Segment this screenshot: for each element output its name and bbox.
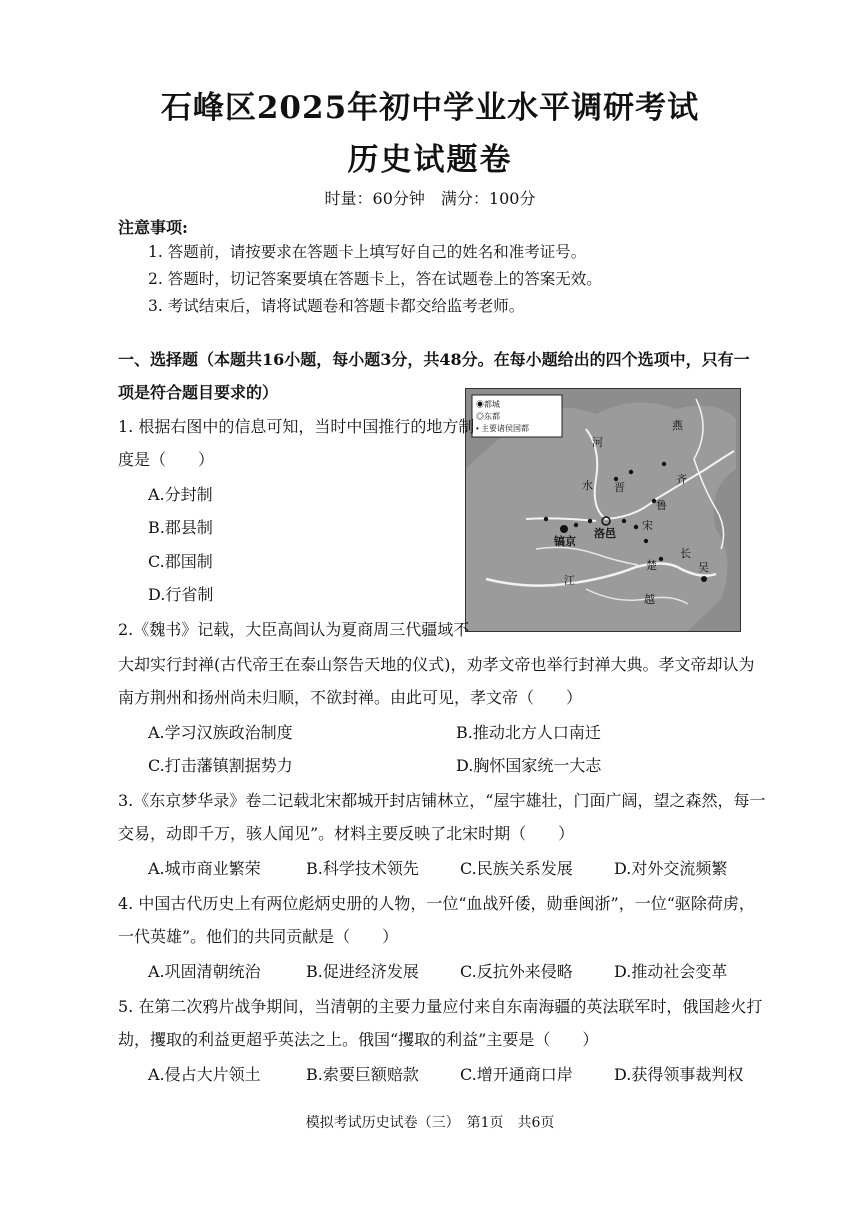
question-stem: 劫，攫取的利益更超乎英法之上。俄国“攫取的利益”主要是（ ） xyxy=(118,1030,599,1049)
answer-option: C.增开通商口岸 xyxy=(460,1065,573,1084)
map-legend-vassal: • 主要诸侯国都 xyxy=(476,424,530,433)
answer-option: B.郡县制 xyxy=(148,518,213,537)
map-label: 楚 xyxy=(646,560,657,572)
section-heading: 一、选择题（本题共16小题，每小题3分，共48分。在每小题给出的四个选项中，只有一 xyxy=(118,350,750,369)
notes-heading: 注意事项: xyxy=(118,218,188,237)
question-stem: 度是（ ） xyxy=(118,450,215,469)
answer-option: A.学习汉族政治制度 xyxy=(148,723,293,742)
vassal-marker xyxy=(659,557,663,561)
note-item: 3. 考试结束后，请将试题卷和答题卡都交给监考老师。 xyxy=(148,297,525,315)
answer-option: B.推动北方人口南迁 xyxy=(456,723,601,742)
vassal-marker xyxy=(662,462,666,466)
exam-title: 石峰区2025年初中学业水平调研考试 xyxy=(160,90,700,126)
time-info: 时量：60分钟 满分：100分 xyxy=(324,189,536,208)
map-legend-capital: ◉都城 xyxy=(476,400,500,409)
vassal-marker xyxy=(574,523,578,527)
map-label: 鲁 xyxy=(656,500,667,512)
answer-option: C.郡国制 xyxy=(148,552,213,571)
map-legend-east-capital: ◎东都 xyxy=(476,412,500,421)
question-stem: 南方荆州和扬州尚未归顺，不欲封禅。由此可见，孝文帝（ ） xyxy=(118,688,583,707)
answer-option: A.巩固清朝统治 xyxy=(148,962,261,981)
vassal-marker xyxy=(544,517,548,521)
western-zhou-map xyxy=(465,388,741,632)
answer-option: D.对外交流频繁 xyxy=(614,859,728,878)
vassal-marker xyxy=(634,525,638,529)
map-label: 水 xyxy=(582,480,593,492)
map-label: 洛邑 xyxy=(594,528,616,540)
answer-option: B.科学技术领先 xyxy=(306,859,419,878)
answer-option: A.城市商业繁荣 xyxy=(148,859,261,878)
question-stem: 4. 中国古代历史上有两位彪炳史册的人物，一位“血战歼倭，勋垂闽浙”，一位“驱除荷虏， xyxy=(118,894,755,913)
answer-option: C.民族关系发展 xyxy=(460,859,573,878)
answer-option: D.胸怀国家统一大志 xyxy=(456,756,602,775)
answer-option: D.推动社会变革 xyxy=(614,962,728,981)
map-label: 江 xyxy=(564,575,575,587)
question-stem: 一代英雄”。他们的共同贡献是（ ） xyxy=(118,927,399,946)
vassal-marker xyxy=(588,519,592,523)
question-stem: 1. 根据右图中的信息可知，当时中国推行的地方制 xyxy=(118,417,475,436)
map-label: 燕 xyxy=(672,420,683,432)
question-stem: 大却实行封禅(古代帝王在泰山祭告天地的仪式)，劝孝文帝也举行封禅大典。孝文帝却认为 xyxy=(118,655,755,674)
answer-option: A.侵占大片领土 xyxy=(148,1065,261,1084)
map-label: 镐京 xyxy=(554,536,576,548)
vassal-marker xyxy=(622,519,626,523)
vassal-marker xyxy=(644,539,648,543)
question-stem: 5. 在第二次鸦片战争期间，当清朝的主要力量应付来自东南海疆的英法联军时，俄国趁火打 xyxy=(118,997,763,1016)
map-label: 长 xyxy=(680,548,691,560)
note-item: 1. 答题前，请按要求在答题卡上填写好自己的姓名和准考证号。 xyxy=(148,243,587,261)
capital-marker xyxy=(560,525,568,533)
vassal-marker xyxy=(629,470,633,474)
vassal-marker xyxy=(701,576,707,582)
question-stem: 交易，动即千万，骇人闻见”。材料主要反映了北宋时期（ ） xyxy=(118,824,575,843)
exam-subtitle: 历史试题卷 xyxy=(347,142,513,178)
question-stem: 3.《东京梦华录》卷二记载北宋都城开封店铺林立，“屋宇雄壮，门面广阔，望之森然，每一 xyxy=(118,791,766,810)
vassal-marker xyxy=(614,477,618,481)
answer-option: D.行省制 xyxy=(148,585,214,604)
question-stem: 2.《魏书》记载，大臣高闾认为夏商周三代疆域不 xyxy=(118,620,470,639)
map-label: 河 xyxy=(592,437,603,449)
map-label: 齐 xyxy=(676,474,687,486)
map-label: 越 xyxy=(644,594,655,606)
map-label: 晋 xyxy=(614,482,625,494)
answer-option: D.获得领事裁判权 xyxy=(614,1065,744,1084)
answer-option: B.索要巨额赔款 xyxy=(306,1065,419,1084)
answer-option: A.分封制 xyxy=(148,485,213,504)
map-label: 宋 xyxy=(642,520,653,532)
answer-option: C.反抗外来侵略 xyxy=(460,962,573,981)
answer-option: B.促进经济发展 xyxy=(306,962,419,981)
answer-option: C.打击藩镇割据势力 xyxy=(148,756,293,775)
note-item: 2. 答题时，切记答案要填在答题卡上，答在试题卷上的答案无效。 xyxy=(148,270,602,288)
section-heading: 项是符合题目要求的） xyxy=(118,383,279,402)
map-label: 吴 xyxy=(698,562,709,574)
page-footer: 模拟考试历史试卷（三） 第1页 共6页 xyxy=(305,1115,555,1131)
